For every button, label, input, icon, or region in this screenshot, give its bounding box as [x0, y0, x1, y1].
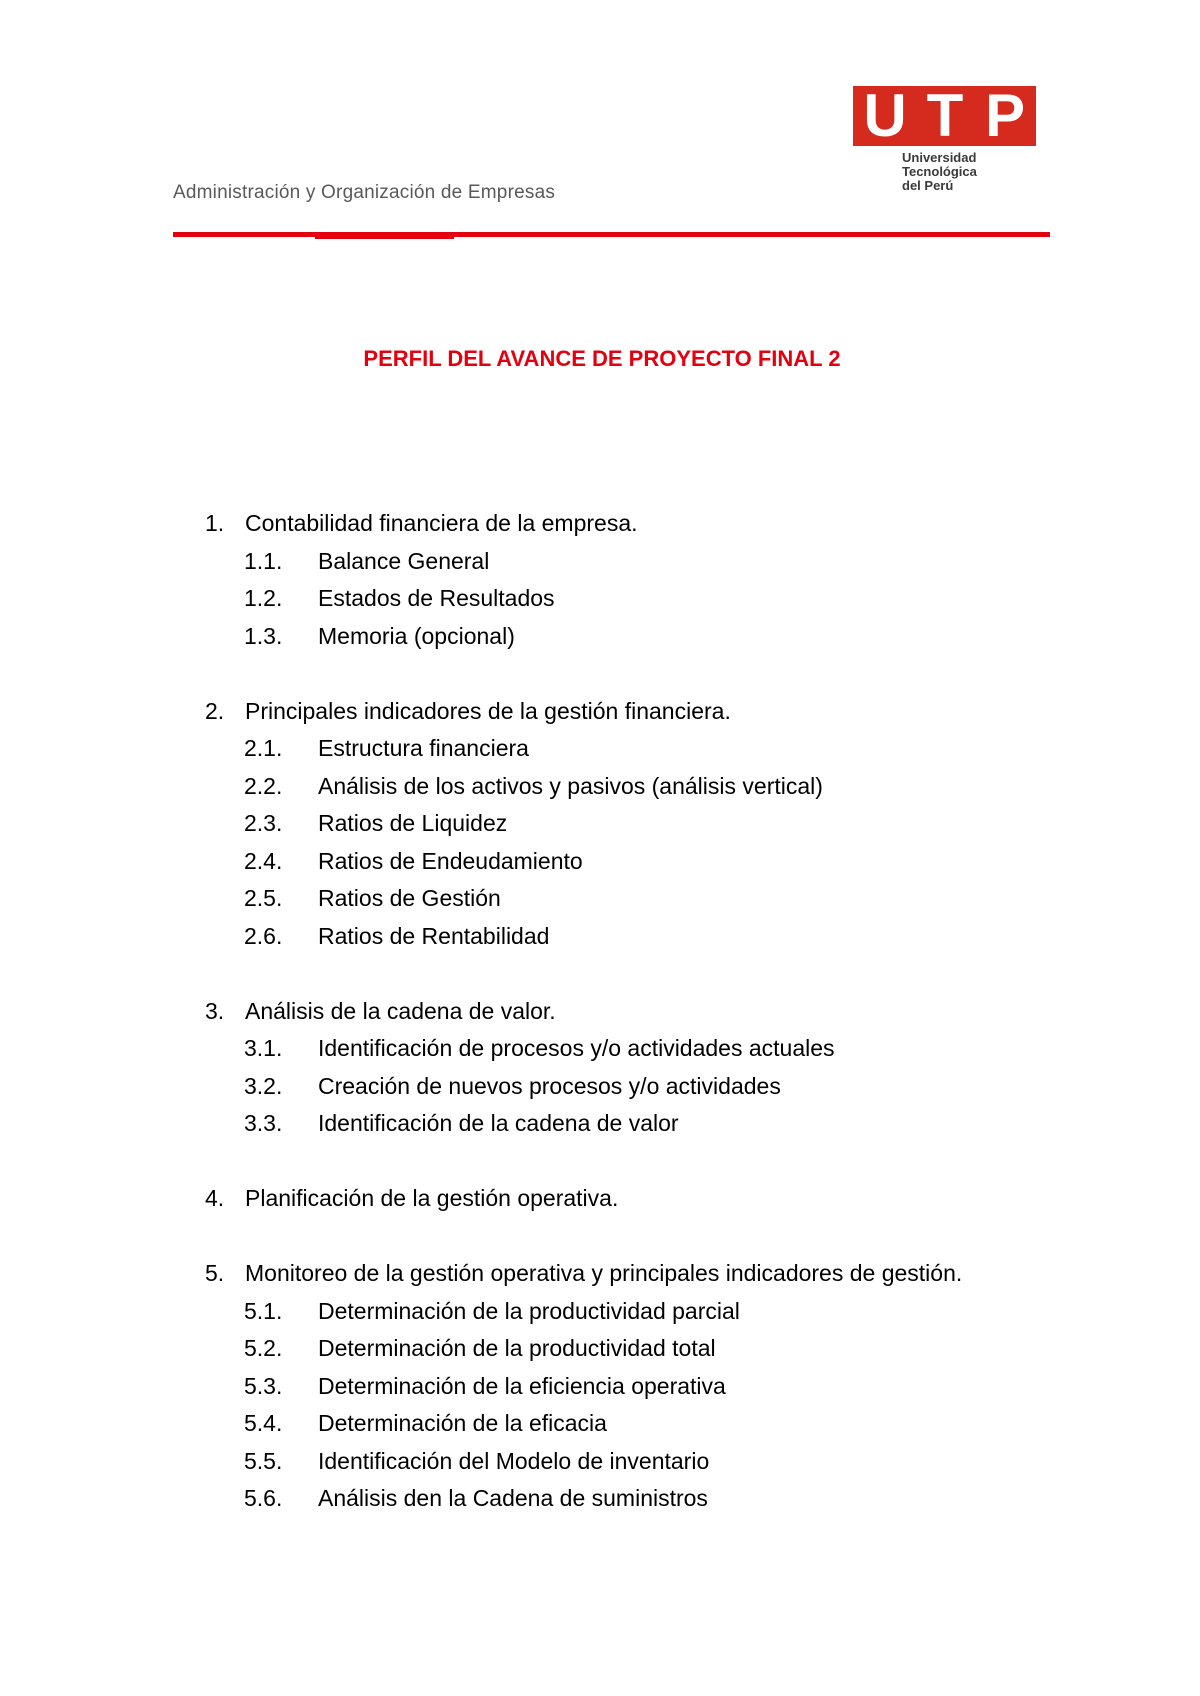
section-heading — [205, 1180, 1005, 1218]
subsection-number: 5.6. — [244, 1485, 283, 1511]
subsection-item — [205, 1330, 1005, 1368]
header-divider-accent — [315, 237, 454, 239]
subsection-number: 5.4. — [244, 1410, 283, 1436]
subsection-number: 1.2. — [244, 585, 283, 611]
subsection-label: Determinación de la eficacia — [318, 1410, 607, 1436]
outline-section — [205, 993, 1005, 1143]
utp-logo — [853, 82, 1036, 196]
subsection-label: Determinación de la productividad total — [318, 1335, 716, 1361]
subsection-number: 3.2. — [244, 1072, 283, 1099]
subsection-label: Creación de nuevos procesos y/o actividades — [318, 1072, 781, 1099]
section-number: 3. — [205, 997, 225, 1024]
subsection-label: Identificación de procesos y/o actividades actuales — [318, 1035, 835, 1061]
subsection-label: Memoria (opcional) — [318, 622, 515, 649]
subsection-label: Identificación del Modelo de inventario — [318, 1447, 710, 1474]
subsection-label: Análisis de los activos y pasivos (análisis vertical) — [318, 772, 823, 799]
subsection-item — [205, 730, 1005, 768]
logo-wordmark — [902, 151, 977, 193]
subsection-number: 5.1. — [244, 1297, 283, 1324]
section-heading — [205, 505, 1005, 543]
outline-list — [205, 505, 1005, 1555]
header-subtitle: Administración y Organización de Empresas — [173, 182, 556, 203]
subsection-item — [205, 805, 1005, 843]
subsection-number: 1.3. — [244, 622, 283, 649]
section-label: Principales indicadores de la gestión financiera. — [245, 697, 731, 724]
subsection-label: Ratios de Gestión — [318, 885, 501, 911]
subsection-number: 1.1. — [244, 547, 283, 574]
subsection-label: Ratios de Liquidez — [318, 810, 508, 836]
subsection-label: Balance General — [318, 547, 490, 574]
subsection-item — [205, 580, 1005, 618]
outline-section — [205, 1180, 1005, 1218]
section-label: Contabilidad financiera de la empresa. — [245, 510, 638, 536]
subsection-item — [205, 1293, 1005, 1331]
logo-letter-t: T — [926, 82, 964, 149]
subsection-item — [205, 880, 1005, 918]
subsection-item — [205, 1405, 1005, 1443]
logo-line: del Perú — [902, 178, 954, 193]
logo-line: Tecnológica — [902, 164, 977, 179]
subsection-number: 2.1. — [244, 735, 283, 761]
subsection-number: 2.5. — [244, 885, 283, 911]
subsection-label: Determinación de la productividad parcial — [318, 1297, 740, 1324]
document-title: PERFIL DEL AVANCE DE PROYECTO FINAL 2 — [363, 346, 841, 371]
outline-section — [205, 505, 1005, 655]
logo-letter-u: U — [863, 82, 907, 149]
subsection-item — [205, 768, 1005, 806]
header-divider — [173, 232, 1050, 237]
outline-section — [205, 1255, 1005, 1518]
section-label: Monitoreo de la gestión operativa y principales indicadores de gestión. — [245, 1260, 963, 1286]
outline-section — [205, 693, 1005, 956]
subsection-item — [205, 918, 1005, 956]
subsection-number: 2.6. — [244, 922, 283, 949]
subsection-number: 3.1. — [244, 1035, 283, 1061]
subsection-label: Análisis den la Cadena de suministros — [318, 1485, 708, 1511]
subsection-label: Estados de Resultados — [318, 585, 555, 611]
subsection-label: Ratios de Endeudamiento — [318, 847, 583, 874]
section-number: 5. — [205, 1260, 225, 1286]
section-heading — [205, 1255, 1005, 1293]
subsection-item — [205, 543, 1005, 581]
subsection-label: Ratios de Rentabilidad — [318, 922, 550, 949]
subsection-item — [205, 1030, 1005, 1068]
subsection-label: Identificación de la cadena de valor — [318, 1110, 679, 1136]
section-heading — [205, 993, 1005, 1031]
subsection-number: 5.3. — [244, 1372, 283, 1399]
section-label: Análisis de la cadena de valor. — [245, 997, 556, 1024]
subsection-item — [205, 843, 1005, 881]
logo-red-bar — [853, 82, 1036, 149]
logo-letter-p: P — [984, 82, 1026, 149]
subsection-item — [205, 1105, 1005, 1143]
subsection-number: 5.2. — [244, 1335, 283, 1361]
subsection-item — [205, 1368, 1005, 1406]
section-heading — [205, 693, 1005, 731]
logo-line: Universidad — [902, 150, 977, 165]
section-number: 2. — [205, 697, 225, 724]
subsection-label: Determinación de la eficiencia operativa — [318, 1372, 726, 1399]
subsection-number: 2.4. — [244, 847, 283, 874]
section-number: 1. — [205, 510, 225, 536]
subsection-item — [205, 618, 1005, 656]
subsection-number: 2.2. — [244, 772, 283, 799]
subsection-number: 3.3. — [244, 1110, 283, 1136]
subsection-item — [205, 1443, 1005, 1481]
subsection-item — [205, 1480, 1005, 1518]
subsection-number: 2.3. — [244, 810, 283, 836]
subsection-item — [205, 1068, 1005, 1106]
subsection-label: Estructura financiera — [318, 735, 529, 761]
section-label: Planificación de la gestión operativa. — [245, 1185, 619, 1211]
subsection-number: 5.5. — [244, 1447, 283, 1474]
section-number: 4. — [205, 1185, 225, 1211]
